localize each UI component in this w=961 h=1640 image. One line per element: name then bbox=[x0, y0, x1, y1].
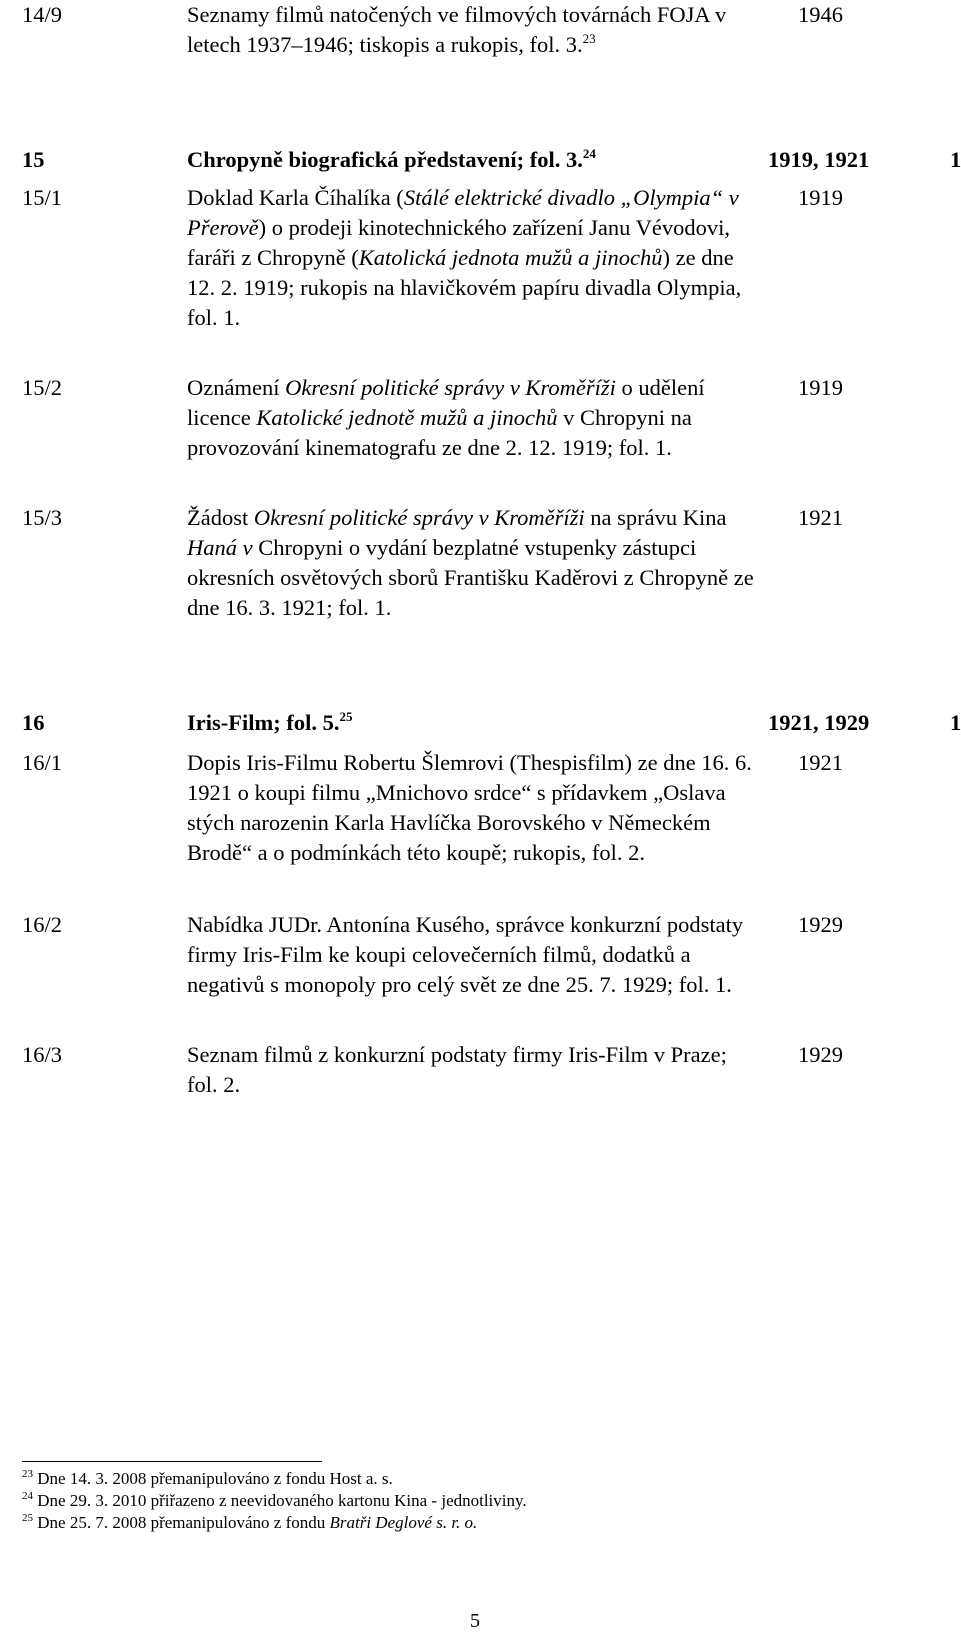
item-date: 1929 bbox=[798, 1042, 843, 1067]
footnote-ref: 24 bbox=[582, 146, 596, 161]
item-description: Chropyně biografická představení; fol. 3.24 bbox=[187, 146, 596, 172]
item-description: Oznámení Okresní politické správy v Kroměříži o udělení licence Katolické jednotě mužů a jinochů v Chropyni na provozování kinematografu ze dne 2. 12. 1919; fol. 1. bbox=[187, 375, 705, 460]
item-date: 1919 bbox=[798, 185, 843, 210]
page-number: 5 bbox=[470, 1610, 480, 1632]
item-number: 15/3 bbox=[22, 505, 63, 530]
item-date: 1921, 1929 bbox=[768, 710, 870, 735]
item-number: 16/2 bbox=[22, 912, 63, 937]
footnote-separator bbox=[22, 1461, 322, 1462]
footnote: $^{24}$ Dne 29. 3. 2010 přiřazeno z neevidovaného kartonu Kina - jednotliviny. bbox=[22, 1490, 527, 1510]
item-count: 1 bbox=[950, 710, 961, 735]
item-number: 14/9 bbox=[22, 2, 63, 27]
item-number: 16 bbox=[22, 710, 45, 735]
item-date: 1919 bbox=[798, 375, 843, 400]
item-number: 16/1 bbox=[22, 750, 63, 775]
footnote-ref: 23 bbox=[582, 31, 596, 46]
footnote: $^{25}$ Dne 25. 7. 2008 přemanipulováno z fondu Bratři Deglové s. r. o. bbox=[22, 1512, 478, 1532]
item-description: Nabídka JUDr. Antonína Kusého, správce konkurzní podstaty firmy Iris-Film ke koupi celovečerních filmů, dodatků a negativů s monopoly pro celý svět ze dne 25. 7. 1929; fol. 1. bbox=[187, 912, 744, 997]
item-date: 1929 bbox=[798, 912, 843, 937]
item-date: 1921 bbox=[798, 505, 843, 530]
item-number: 15/2 bbox=[22, 375, 63, 400]
item-count: 1 bbox=[950, 147, 961, 172]
item-description: Doklad Karla Číhalíka (Stálé elektrické divadlo „Olympia“ v Přerově) o prodeji kinotechnického zařízení Janu Vévodovi, faráři z Chropyně (Katolická jednota mužů a jinochů) ze dne 12. 2. 1919; rukopis na hlavičkovém papíru divadla Olympia, fol. 1. bbox=[187, 185, 742, 330]
item-number: 16/3 bbox=[22, 1042, 63, 1067]
item-description: Seznamy filmů natočených ve filmových továrnách FOJA v letech 1937–1946; tiskopis a rukopis, fol. 3.23 bbox=[187, 2, 727, 57]
item-description: Dopis Iris-Filmu Robertu Šlemrovi (Thespisfilm) ze dne 16. 6. 1921 o koupi filmu „Mnichovo srdce“ s přídavkem „Oslava stých narozenin Karla Havlíčka Borovského v Německém Brodě“ a o podmínkách této koupě; rukopis, fol. 2. bbox=[187, 750, 752, 865]
item-date: 1921 bbox=[798, 750, 843, 775]
item-date: 1919, 1921 bbox=[768, 147, 870, 172]
footnote: $^{23}$ Dne 14. 3. 2008 přemanipulováno z fondu Host a. s. bbox=[22, 1468, 393, 1488]
item-number: 15 bbox=[22, 147, 45, 172]
item-description: Seznam filmů z konkurzní podstaty firmy Iris-Film v Praze; fol. 2. bbox=[187, 1042, 727, 1097]
item-date: 1946 bbox=[798, 2, 843, 27]
footnote-ref: 25 bbox=[339, 709, 353, 724]
item-number: 15/1 bbox=[22, 185, 63, 210]
item-description: Iris-Film; fol. 5.25 bbox=[187, 709, 353, 735]
item-description: Žádost Okresní politické správy v Kroměříži na správu Kina Haná v Chropyni o vydání bezplatné vstupenky zástupci okresních osvětových sborů Františku Kaděrovi z Chropyně ze dne 16. 3. 1921; fol. 1. bbox=[187, 505, 754, 620]
